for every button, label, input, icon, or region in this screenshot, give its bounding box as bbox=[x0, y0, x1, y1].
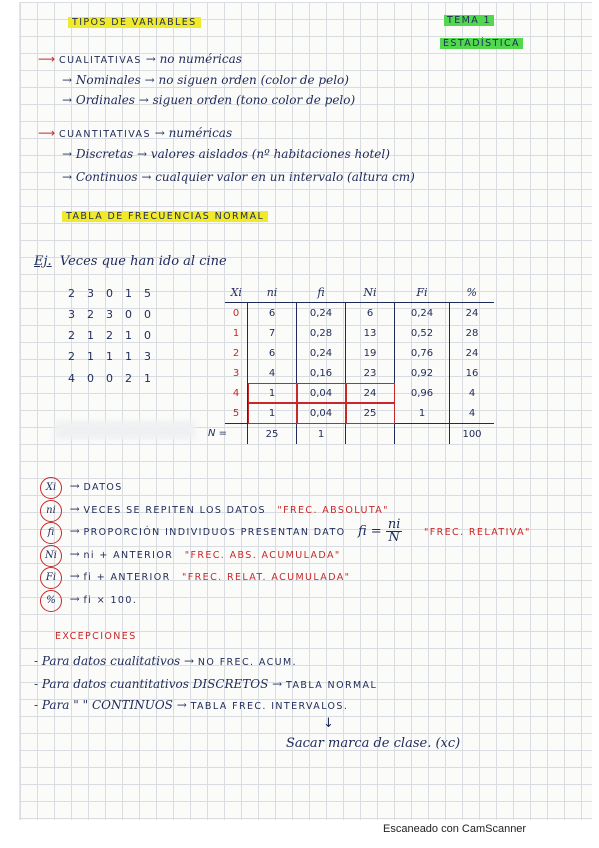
symbol-circle: Xi bbox=[40, 477, 62, 499]
cell-Ni: 13 bbox=[346, 323, 395, 343]
header-xi: Xi bbox=[225, 282, 248, 303]
cell-pct: 24 bbox=[465, 347, 479, 359]
legend-item: % → fi × 100. bbox=[40, 590, 137, 612]
legend-item: Xi → DATOS bbox=[40, 477, 123, 499]
blurred-note bbox=[55, 421, 195, 439]
cell-Ni: 19 bbox=[346, 343, 395, 363]
cell-pct: 16 bbox=[465, 367, 479, 379]
subject-label: ESTADÍSTICA bbox=[440, 37, 523, 51]
cell-Fi: 1 bbox=[395, 403, 450, 424]
cell-fi: 0,28 bbox=[297, 323, 346, 343]
header-ni: ni bbox=[248, 282, 297, 303]
legend-text: PROPORCIÓN INDIVIDUOS PRESENTAN DATO bbox=[83, 527, 346, 538]
raw-value: 4 bbox=[68, 372, 75, 385]
arrow-icon: ⟶ bbox=[38, 126, 56, 140]
raw-value: 2 bbox=[125, 372, 132, 385]
cell-pct: 28 bbox=[465, 327, 479, 339]
excepcion-line-3: - Para " " CONTINUOS → TABLA FREC. INTERVALOS. bbox=[34, 698, 349, 712]
raw-value: 1 bbox=[144, 372, 151, 385]
cell-ni: 1 bbox=[248, 403, 297, 424]
raw-value: 1 bbox=[125, 287, 132, 300]
total-ni: 25 bbox=[248, 424, 297, 445]
raw-value: 1 bbox=[87, 329, 94, 342]
raw-value: 1 bbox=[87, 350, 94, 363]
legend-extra: "FREC. RELATIVA" bbox=[424, 527, 531, 538]
table-row bbox=[225, 383, 494, 403]
cell-fi: 0,04 bbox=[297, 403, 346, 424]
cell-pct: 4 bbox=[468, 387, 476, 399]
total-label: N = bbox=[207, 428, 227, 439]
table-header-row bbox=[225, 282, 494, 303]
legend-extra: "FREC. ABSOLUTA" bbox=[277, 505, 389, 516]
cell-ni: 1 bbox=[248, 383, 297, 403]
cell-ni: 6 bbox=[248, 303, 297, 324]
raw-value: 2 bbox=[68, 287, 75, 300]
arrow-icon: ⟶ bbox=[38, 52, 56, 66]
raw-value: 2 bbox=[106, 329, 113, 342]
raw-value: 0 bbox=[144, 329, 151, 342]
cell-Ni: 25 bbox=[346, 403, 395, 424]
raw-value: 3 bbox=[144, 350, 151, 363]
cell-xi: 0 bbox=[225, 303, 248, 324]
legend-text: fi × 100. bbox=[83, 595, 138, 606]
raw-value: 0 bbox=[144, 308, 151, 321]
ordinales-line: → Ordinales → siguen orden (tono color de pelo) bbox=[62, 93, 356, 107]
symbol-circle: Ni bbox=[40, 545, 62, 567]
frequency-table bbox=[207, 282, 494, 444]
header-pct: % bbox=[450, 282, 495, 303]
raw-value: 0 bbox=[106, 287, 113, 300]
raw-value: 2 bbox=[68, 350, 75, 363]
table-row bbox=[225, 363, 494, 383]
cell-ni: 7 bbox=[248, 323, 297, 343]
cell-ni: 6 bbox=[248, 343, 297, 363]
cell-Fi: 0,96 bbox=[395, 383, 450, 403]
cell-xi: 1 bbox=[225, 323, 248, 343]
excepciones-title: EXCEPCIONES bbox=[55, 631, 137, 642]
cell-Fi: 0,52 bbox=[395, 323, 450, 343]
tabla-title: TABLA DE FRECUENCIAS NORMAL bbox=[62, 210, 268, 224]
excepcion-line-1: - Para datos cualitativos → NO FREC. ACUM. bbox=[34, 654, 297, 668]
cell-Ni: 23 bbox=[346, 363, 395, 383]
legend-text: DATOS bbox=[83, 482, 123, 493]
cell-Ni: 24 bbox=[346, 383, 395, 403]
raw-value: 1 bbox=[125, 329, 132, 342]
legend-item: ni → VECES SE REPITEN LOS DATOS "FREC. ABSOLUTA" bbox=[40, 500, 389, 522]
raw-value: 0 bbox=[87, 372, 94, 385]
table-row bbox=[225, 303, 494, 324]
cell-fi: 0,24 bbox=[297, 303, 346, 324]
continuas-line: → Continuos → cualquier valor en un intervalo (altura cm) bbox=[62, 170, 415, 184]
down-arrow-icon: ↓ bbox=[323, 716, 334, 731]
symbol-circle: fi bbox=[40, 522, 62, 544]
raw-value: 3 bbox=[106, 308, 113, 321]
header-Ni: Ni bbox=[346, 282, 395, 303]
legend-text: VECES SE REPITEN LOS DATOS bbox=[83, 505, 266, 516]
cell-xi: 2 bbox=[225, 343, 248, 363]
cell-pct: 24 bbox=[465, 307, 479, 319]
legend-extra: "FREC. RELAT. ACUMULADA" bbox=[182, 572, 351, 583]
legend-item: Ni → ni + ANTERIOR "FREC. ABS. ACUMULADA" bbox=[40, 545, 341, 567]
table-row bbox=[225, 343, 494, 363]
raw-value: 1 bbox=[106, 350, 113, 363]
raw-value: 3 bbox=[68, 308, 75, 321]
cell-Fi: 0,92 bbox=[395, 363, 450, 383]
legend-extra: "FREC. ABS. ACUMULADA" bbox=[184, 550, 341, 561]
table-row bbox=[225, 323, 494, 343]
cell-xi: 5 bbox=[225, 403, 248, 424]
scanner-watermark: Escaneado con CamScanner bbox=[383, 823, 527, 835]
cell-fi: 0,04 bbox=[297, 383, 346, 403]
total-pct: 100 bbox=[450, 424, 495, 445]
page-title: TIPOS DE VARIABLES bbox=[68, 16, 201, 30]
cell-Fi: 0,76 bbox=[395, 343, 450, 363]
symbol-circle: Fi bbox=[40, 567, 62, 589]
cualitativas-line: ⟶ CUALITATIVAS → no numéricas bbox=[38, 52, 242, 66]
header-Fi: Fi bbox=[395, 282, 450, 303]
header-fi: fi bbox=[297, 282, 346, 303]
table-row bbox=[225, 403, 494, 424]
example-heading: Ej. Veces que han ido al cine bbox=[34, 254, 227, 269]
legend-text: ni + ANTERIOR bbox=[83, 550, 174, 561]
cell-fi: 0,24 bbox=[297, 343, 346, 363]
raw-value: 1 bbox=[125, 350, 132, 363]
legend-item: fi → PROPORCIÓN INDIVIDUOS PRESENTAN DATO "FREC. RELATIVA" bbox=[40, 522, 357, 544]
fi-formula: fi = $\frac{ni}{N}$ bbox=[358, 517, 401, 545]
raw-value: 2 bbox=[68, 329, 75, 342]
raw-value: 0 bbox=[125, 308, 132, 321]
cell-Ni: 6 bbox=[346, 303, 395, 324]
raw-value: 0 bbox=[106, 372, 113, 385]
cell-Fi: 0,24 bbox=[395, 303, 450, 324]
cell-pct: 4 bbox=[468, 407, 476, 419]
raw-value: 2 bbox=[87, 308, 94, 321]
legend-item: Fi → fi + ANTERIOR "FREC. RELAT. ACUMULADA" bbox=[40, 567, 350, 589]
tema-label: TEMA 1 bbox=[444, 14, 494, 28]
conclusion: Sacar marca de clase. (xc) bbox=[286, 736, 461, 751]
raw-value: 3 bbox=[87, 287, 94, 300]
cell-xi: 4 bbox=[225, 383, 248, 403]
cell-xi: 3 bbox=[225, 363, 248, 383]
discretas-line: → Discretas → valores aislados (nº habitaciones hotel) bbox=[62, 147, 390, 161]
nominales-line: → Nominales → no siguen orden (color de pelo) bbox=[62, 73, 349, 87]
cell-fi: 0,16 bbox=[297, 363, 346, 383]
symbol-circle: % bbox=[40, 590, 62, 612]
total-fi: 1 bbox=[297, 424, 346, 445]
table-total-row bbox=[225, 424, 494, 445]
symbol-circle: ni bbox=[40, 500, 62, 522]
cuantitativas-line: ⟶ CUANTITATIVAS → numéricas bbox=[38, 126, 233, 140]
cell-ni: 4 bbox=[248, 363, 297, 383]
legend-text: fi + ANTERIOR bbox=[83, 572, 171, 583]
excepcion-line-2: - Para datos cuantitativos DISCRETOS → TABLA NORMAL bbox=[34, 677, 378, 691]
raw-value: 5 bbox=[144, 287, 151, 300]
